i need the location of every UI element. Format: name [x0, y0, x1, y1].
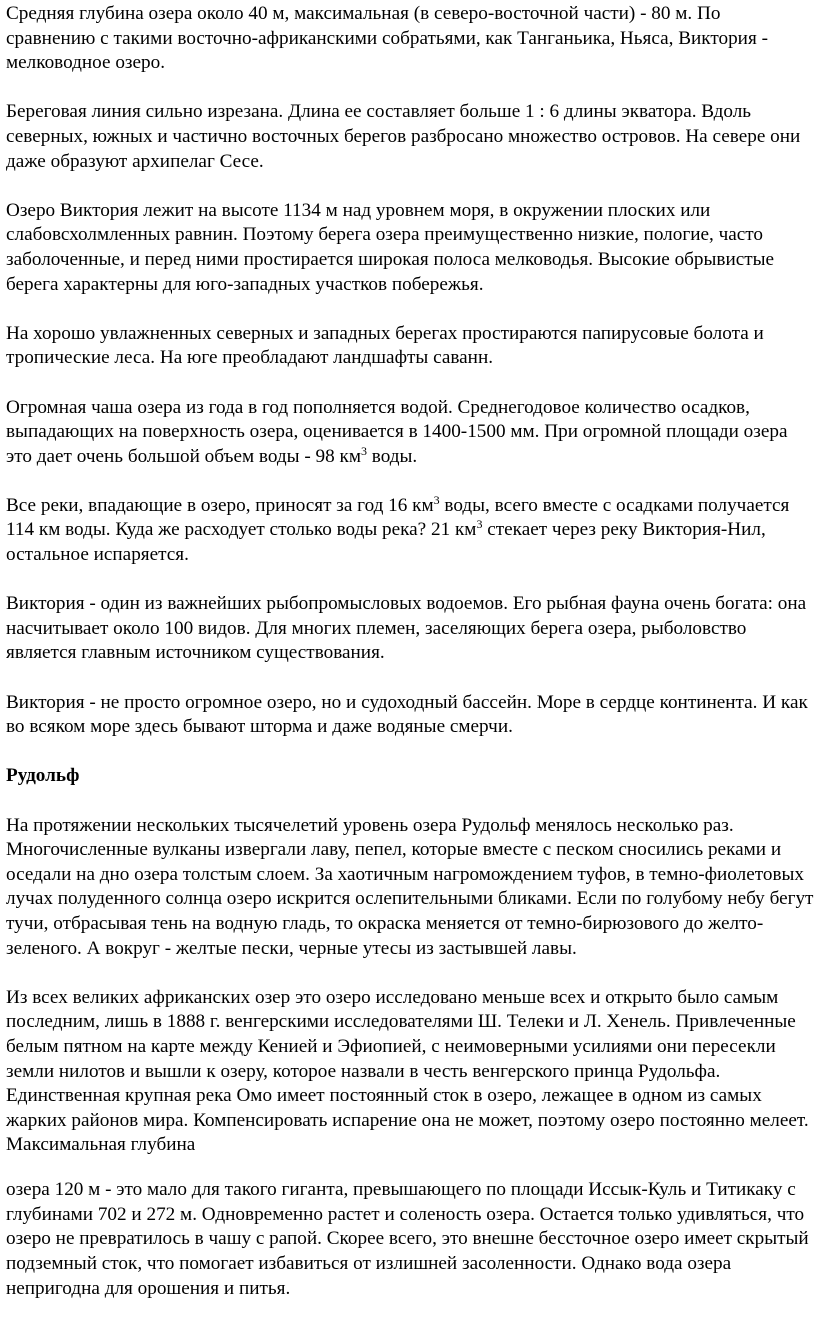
paragraph-depth: Средняя глубина озера около 40 м, максимальная (в северо-восточной части) - 80 м. По сравнению с такими восточно-африканскими собратьями, как Танганьика, Ньяса, Виктория - мелководное озеро.	[6, 3, 768, 74]
superscript-3: 3	[361, 443, 367, 458]
paragraph-rudolf-exploration: Из всех великих африканских озер это озеро исследовано меньше всех и открыто было самым последним, лишь в 1888 г. венгерскими исследователями Ш. Телеки и Л. Хенель. Привлеченные белым пятном на карте между Кенией и Эфиопией, с неимоверными усилиями они пересекли земли нилотов и вышли к озеру, которое назвали в честь венгерского принца Рудольфа. Единственная крупная река Омо имеет постоянный сток в озеро, лежащее в одном из самых жарких районов мира. Компенсировать испарение она не может, поэтому озеро постоянно мелеет. Максимальная глубина	[6, 986, 809, 1156]
section-heading-rudolf: Рудольф	[6, 765, 80, 787]
paragraph-precipitation	[6, 396, 814, 470]
paragraph-rudolf-depth: озера 120 м - это мало для такого гиганта, превышающего по площади Иссык-Куль и Титикаку с глубинами 702 и 272 м. Одновременно растет и соленость озера. Остается только удивляться, что озеро не превратилось в чашу с рапой. Скорее всего, это внешне бессточное озеро имеет скрытый подземный сток, что помогает избавиться от излишней засоленности. Однако вода озера непригодна для орошения и питья.	[6, 1179, 809, 1299]
paragraph-coastline: Береговая линия сильно изрезана. Длина ее составляет больше 1 : 6 длины экватора. Вдоль северных, южных и частично восточных берегов разбросано множество островов. На севере они даже образуют архипелаг Сесе.	[6, 101, 801, 172]
paragraph-vegetation: На хорошо увлажненных северных и западных берегах простираются папирусовые болота и тропические леса. На юге преобладают ландшафты саванн.	[6, 322, 764, 369]
paragraph-fishing: Виктория - один из важнейших рыбопромысловых водоемов. Его рыбная фауна очень богата: она насчитывает около 100 видов. Для многих племен, заселяющих берега озера, рыболовство является главным источником существования.	[6, 593, 807, 664]
paragraph-rivers-tail: стекает через реку Виктория-Нил, остальное испаряется.	[6, 519, 766, 566]
paragraph-altitude: Озеро Виктория лежит на высоте 1134 м над уровнем моря, в окружении плоских или слабовсхолмленных равнин. Поэтому берега озера преимущественно низкие, пологие, часто заболоченные, и перед ними простирается широкая полоса мелководья. Высокие обрывистые берега характерны для юго-западных участков побережья.	[6, 199, 775, 295]
paragraph-rudolf-history: На протяжении нескольких тысячелетий уровень озера Рудольф менялось несколько раз. Многочисленные вулканы извергали лаву, пепел, которые вместе с песком сносились реками и оседали на дно озера толстым слоем. За хаотичным нагромождением туфов, в темно-фиолетовых лучах полуденного солнца озеро искрится ослепительными бликами. Если по голубому небу бегут тучи, отбрасывая тень на водную гладь, то окраска меняется от темно-бирюзового до желто-зеленого. А вокруг - желтые пески, черные утесы из застывшей лавы.	[6, 814, 814, 959]
paragraph-precipitation-tail: воды.	[367, 445, 418, 467]
paragraph-rivers-text: Все реки, впадающие в озеро, приносят за год 16 км	[6, 494, 434, 516]
superscript-3: 3	[433, 492, 440, 507]
superscript-3: 3	[476, 517, 483, 532]
paragraph-navigation: Виктория - не просто огромное озеро, но и судоходный бассейн. Море в сердце континента. И как во всяком море здесь бывают шторма и даже водяные смерчи.	[6, 691, 808, 738]
paragraph-rivers-mid: воды, всего вместе с осадками получается 114 км воды. Куда же расходует столько воды река? 21 км	[6, 494, 790, 541]
paragraph-rivers	[6, 494, 814, 568]
paragraph-precipitation-text: Огромная чаша озера из года в год пополняется водой. Среднегодовое количество осадков, выпадающих на поверхность озера, оценивается в 1400-1500 мм. При огромной площади озера это дает очень большой объем воды - 98 км	[6, 396, 788, 467]
